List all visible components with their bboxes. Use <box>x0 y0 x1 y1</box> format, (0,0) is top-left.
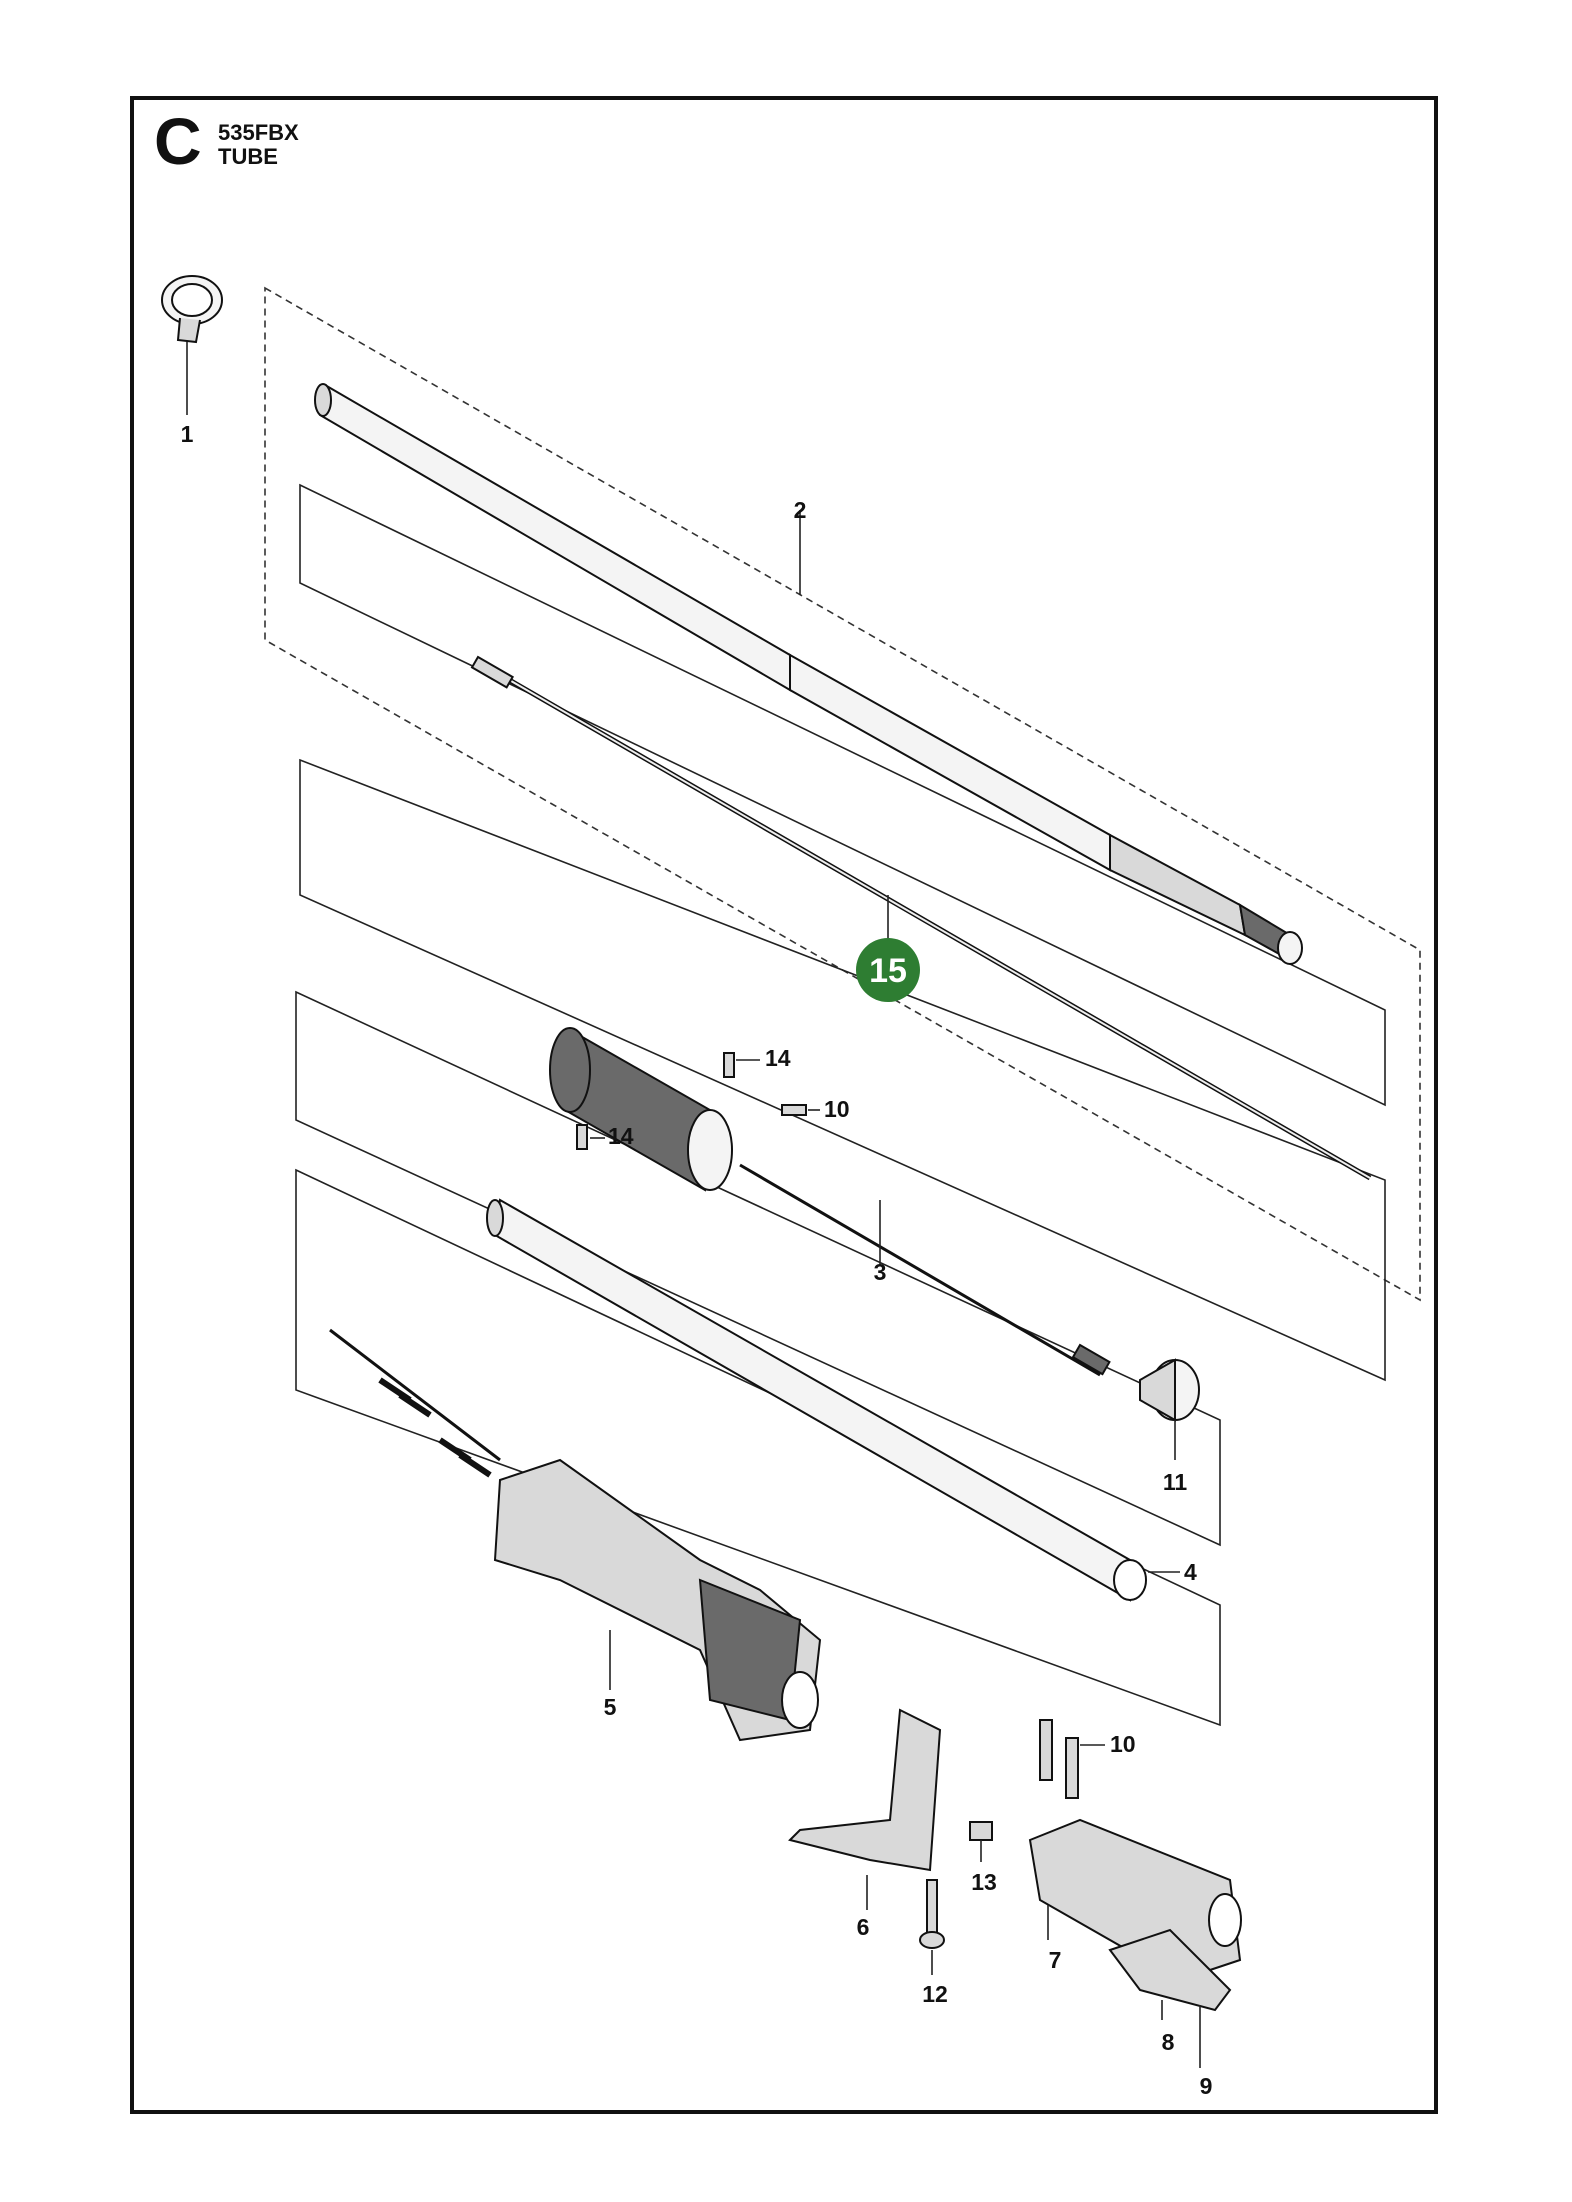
badge-15-label: 15 <box>869 952 907 990</box>
callout-3: 3 <box>873 1259 887 1285</box>
callout-13: 13 <box>971 1869 997 1895</box>
part-11-bushing <box>1140 1360 1199 1460</box>
callout-10-grip: 10 <box>824 1096 850 1122</box>
section-letter: C <box>154 104 202 178</box>
part-13-nut <box>970 1822 992 1840</box>
part-5-rear-handle <box>330 1330 820 1740</box>
callout-6: 6 <box>856 1914 870 1940</box>
screw-10-clamp <box>1040 1720 1105 1798</box>
part-front-grip-assembly <box>550 1028 1109 1375</box>
callout-9: 9 <box>1199 2073 1213 2099</box>
callout-5: 5 <box>603 1694 617 1720</box>
callout-8: 8 <box>1161 2029 1175 2055</box>
screw-14-top <box>724 1053 760 1077</box>
callout-7: 7 <box>1048 1947 1062 1973</box>
part-12-screw <box>920 1880 944 1975</box>
callout-4: 4 <box>1184 1559 1197 1585</box>
screw-10-grip <box>782 1105 820 1115</box>
callout-14-top: 14 <box>765 1045 791 1071</box>
callout-12: 12 <box>922 1981 948 2007</box>
model-label: 535FBX <box>218 120 299 145</box>
group-outline-shaft <box>300 485 1385 1105</box>
part-6-throttle-trigger <box>790 1710 940 1910</box>
callout-10-clamp: 10 <box>1110 1731 1136 1757</box>
part-1-clamp-ring <box>162 276 222 415</box>
callout-2: 2 <box>793 497 807 523</box>
callout-14-left: 14 <box>608 1123 634 1149</box>
diagram-title: TUBE <box>218 144 278 169</box>
callout-11: 11 <box>1162 1469 1188 1495</box>
callout-1: 1 <box>180 421 194 447</box>
part-2-main-tube <box>315 384 1302 964</box>
group-outline-dashed <box>265 288 1420 1300</box>
group-outline-grip <box>296 992 1220 1545</box>
